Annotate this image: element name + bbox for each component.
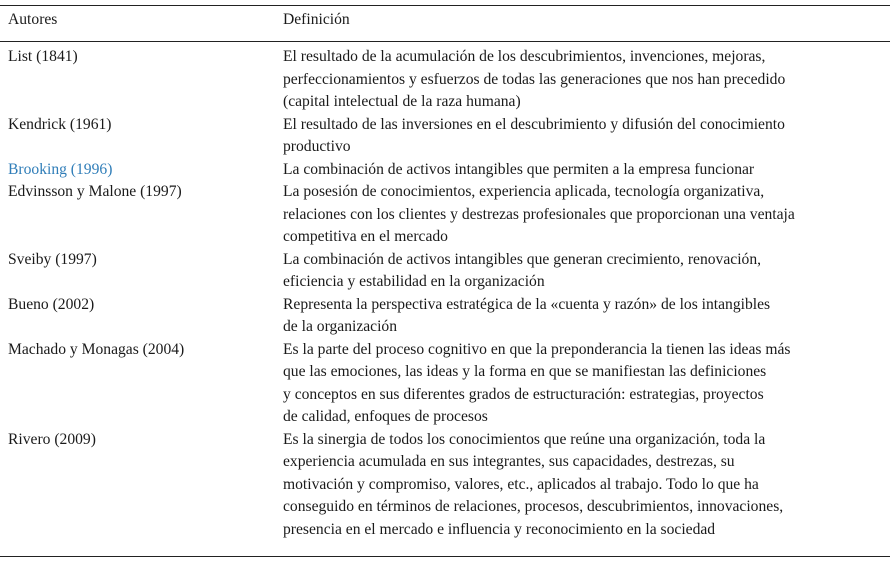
definition-line: El resultado de las inversiones en el descubrimiento y difusión del conocimiento (283, 115, 785, 133)
definition-cell (283, 429, 878, 542)
header-authors: Autores (8, 11, 58, 28)
definition-line: motivación y compromiso, valores, etc., aplicados al trabajo. Todo lo que ha (283, 475, 759, 493)
table-row (0, 249, 890, 294)
definition-line: La posesión de conocimientos, experiencia aplicada, tecnología organizativa, (283, 183, 765, 200)
definition-line: El resultado de la acumulación de los descubrimientos, invenciones, mejoras, (283, 48, 766, 65)
definition-line: que las emociones, las ideas y la forma en que se manifiestan las definiciones (283, 363, 767, 380)
author-cell: Rivero (2009) (8, 430, 96, 448)
author-cell: Machado y Monagas (2004) (8, 340, 185, 358)
table-row (0, 181, 890, 249)
table-body (0, 46, 890, 541)
definition-line: (capital intelectual de la raza humana) (283, 93, 521, 110)
definition-line: y conceptos en sus diferentes grados de estructuración: estrategias, proyectos (283, 385, 764, 403)
table-header (0, 9, 890, 37)
definition-line: competitiva en el mercado (283, 228, 448, 245)
header-definition: Definición (283, 11, 350, 28)
author-cell: Bueno (2002) (8, 295, 95, 313)
table-row (0, 159, 890, 182)
definition-cell (283, 294, 878, 339)
table-row (0, 294, 890, 339)
definition-cell (283, 159, 878, 182)
definition-cell (283, 181, 878, 249)
author-cell: Kendrick (1961) (8, 115, 112, 133)
definition-cell (283, 114, 878, 159)
table-row (0, 114, 890, 159)
definition-cell (283, 339, 878, 429)
author-cell: List (1841) (8, 48, 78, 65)
definition-line: Es la parte del proceso cognitivo en que la preponderancia la tienen las ideas más (283, 340, 791, 358)
table-row (0, 429, 890, 542)
definition-line: productivo (283, 138, 351, 155)
definition-line: eficiencia y estabilidad en la organización (283, 273, 545, 290)
definition-cell (283, 249, 878, 294)
definition-line: perfeccionamientos y esfuerzos de todas las generaciones que nos han precedido (283, 70, 786, 88)
definition-line: Representa la perspectiva estratégica de la «cuenta y razón» de los intangibles (283, 295, 771, 313)
bottom-rule (0, 556, 890, 557)
author-cell: Sveiby (1997) (8, 250, 97, 268)
table-row (0, 46, 890, 114)
definition-line: La combinación de activos intangibles que permiten a la empresa funcionar (283, 160, 755, 178)
definition-line: Es la sinergia de todos los conocimientos que reúne una organización, toda la (283, 430, 766, 448)
author-cell (0, 159, 283, 182)
definition-line: experiencia acumulada en sus integrantes, sus capacidades, destrezas, su (283, 453, 735, 470)
table-row (0, 339, 890, 429)
definition-line: La combinación de activos intangibles que generan crecimiento, renovación, (283, 250, 762, 268)
definition-line: de la organización (283, 318, 398, 335)
author-cell: Edvinsson y Malone (1997) (8, 183, 182, 200)
author-link[interactable]: Brooking (1996) (8, 160, 113, 178)
top-rule (0, 5, 890, 6)
definition-cell (283, 46, 878, 114)
header-rule (0, 41, 890, 42)
definition-line: de calidad, enfoques de procesos (283, 408, 488, 425)
definition-line: conseguido en términos de relaciones, procesos, descubrimientos, innovaciones, (283, 498, 784, 515)
definition-line: presencia en el mercado e influencia y reconocimiento en la sociedad (283, 520, 716, 538)
definition-line: relaciones con los clientes y destrezas profesionales que proporcionan una ventaja (283, 205, 795, 223)
